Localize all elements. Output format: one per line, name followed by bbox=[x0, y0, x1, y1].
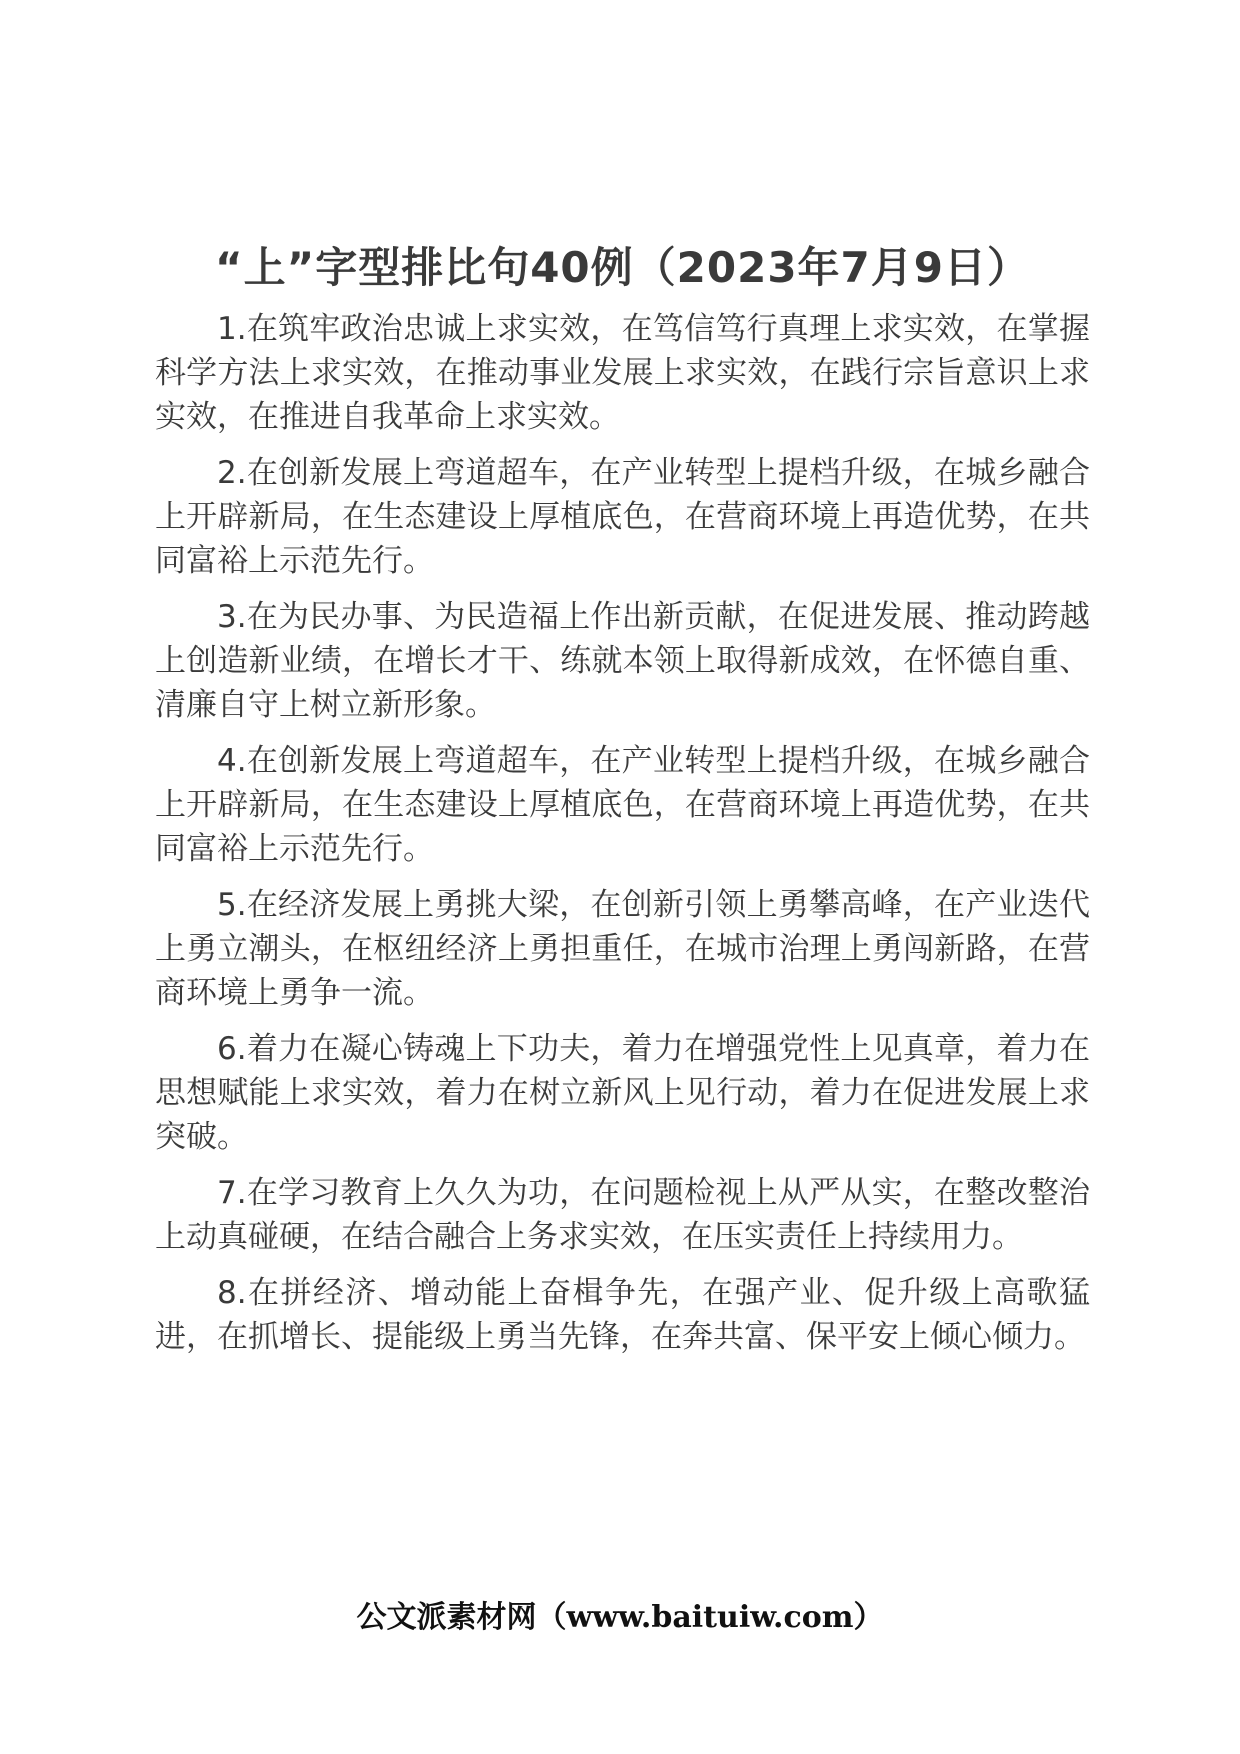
paragraph-6: 6.着力在凝心铸魂上下功夫，着力在增强党性上见真章，着力在思想赋能上求实效，着力在树立新风上见行动，着力在促进发展上求突破。 bbox=[155, 1031, 1090, 1155]
paragraph-3: 3.在为民办事、为民造福上作出新贡献，在促进发展、推动跨越上创造新业绩，在增长才干、练就本领上取得新成效，在怀德自重、清廉自守上树立新形象。 bbox=[155, 599, 1090, 723]
paragraph-7: 7.在学习教育上久久为功，在问题检视上从严从实，在整改整治上动真碰硬，在结合融合上务求实效，在压实责任上持续用力。 bbox=[155, 1175, 1090, 1255]
paragraph-2: 2.在创新发展上弯道超车，在产业转型上提档升级，在城乡融合上开辟新局，在生态建设上厚植底色，在营商环境上再造优势，在共同富裕上示范先行。 bbox=[155, 455, 1090, 579]
paragraph-1: 1.在筑牢政治忠诚上求实效，在笃信笃行真理上求实效，在掌握科学方法上求实效，在推动事业发展上求实效，在践行宗旨意识上求实效，在推进自我革命上求实效。 bbox=[155, 311, 1090, 435]
paragraph-8: 8.在拼经济、增动能上奋楫争先，在强产业、促升级上高歌猛进，在抓增长、提能级上勇当先锋，在奔共富、保平安上倾心倾力。 bbox=[155, 1275, 1090, 1355]
paragraph-5: 5.在经济发展上勇挑大梁，在创新引领上勇攀高峰，在产业迭代上勇立潮头，在枢纽经济上勇担重任，在城市治理上勇闯新路，在营商环境上勇争一流。 bbox=[155, 887, 1090, 1011]
footer-source: 公文派素材网（www.baituiw.com） bbox=[356, 1600, 884, 1635]
paragraph-4: 4.在创新发展上弯道超车，在产业转型上提档升级，在城乡融合上开辟新局，在生态建设上厚植底色，在营商环境上再造优势，在共同富裕上示范先行。 bbox=[155, 743, 1090, 867]
document-page bbox=[155, 240, 1090, 1371]
document-title: “上”字型排比句40例（2023年7月9日） bbox=[215, 243, 1030, 292]
